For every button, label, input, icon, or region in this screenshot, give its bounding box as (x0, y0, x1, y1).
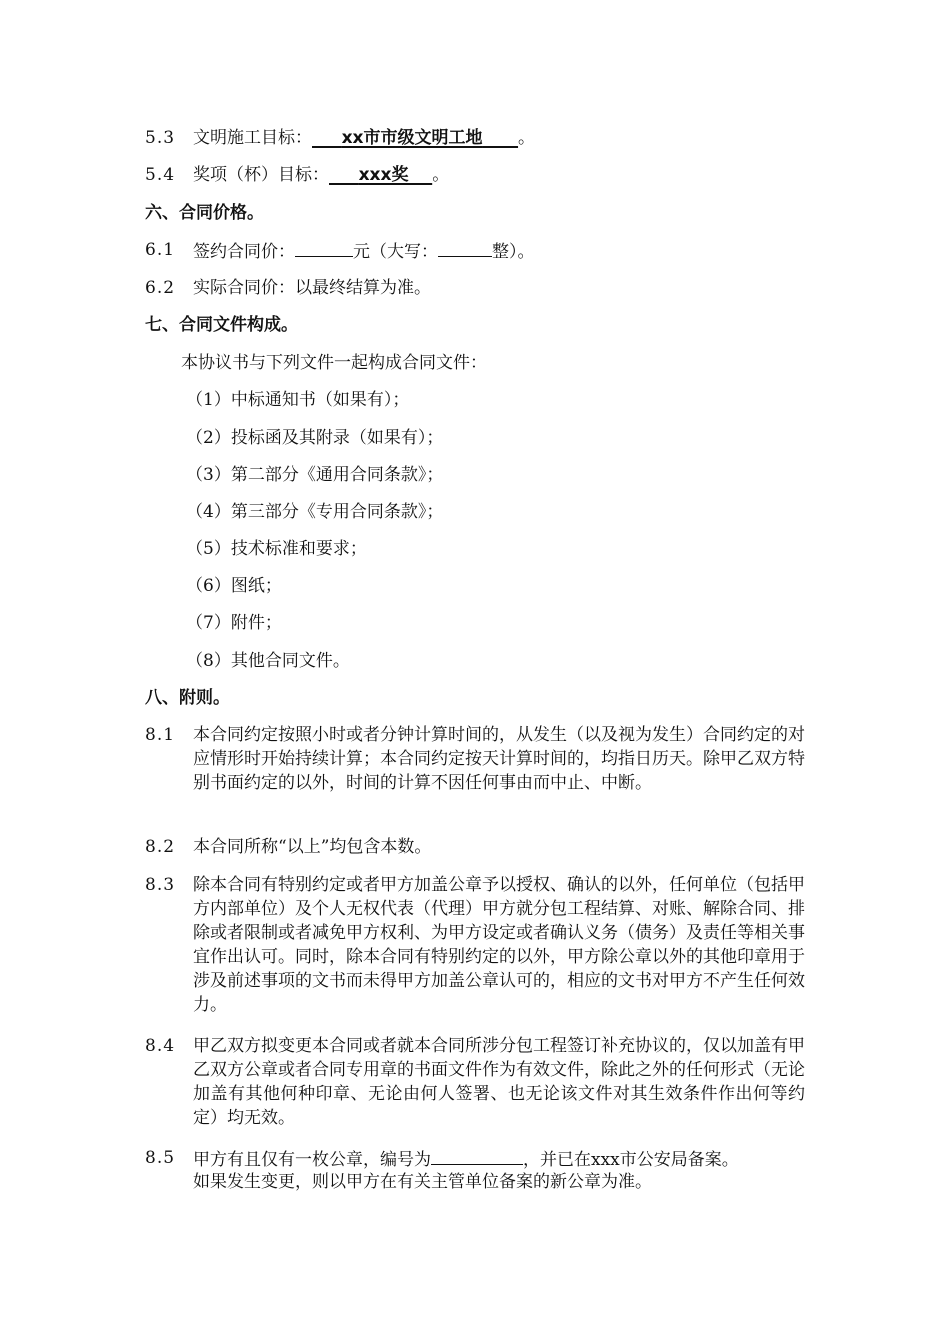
clause-label: 文明施工目标： (193, 128, 312, 148)
civilized-construction-goal: xx市市级文明工地 (341, 128, 483, 148)
list-item: （6）图纸； (186, 576, 282, 596)
clause-number: 5.3 (145, 128, 176, 148)
list-item: （3）第二部分《通用合同条款》； (186, 465, 444, 485)
clause-number: 6.2 (145, 278, 176, 298)
clause-8-5-line2: 如果发生变更，则以甲方在有关主管单位备案的新公章为准。 (193, 1172, 652, 1192)
clause-label: 奖项（杯）目标： (193, 165, 329, 185)
clause-8-1-text: 本合同约定按照小时或者分钟计算时间的，从发生（以及视为发生）合同约定的对应情形时开始持续计算；本合同约定按天计算时间的，均指日历天。除甲乙双方特别书面约定的以外，时间的计算不因任何事由而中止、中断。 (193, 725, 805, 793)
clause-number: 8.3 (145, 875, 176, 895)
list-item: （2）投标函及其附录（如果有）； (186, 428, 444, 448)
clause-label: 签约合同价： (193, 242, 295, 262)
clause-text: 甲方有且仅有一枚公章，编号为 (193, 1150, 431, 1170)
list-item: （8）其他合同文件。 (186, 651, 350, 671)
document-page: 5.3 文明施工目标： xx市市级文明工地 。 5.4 奖项（杯）目标： xxx奖 。 六、合同价格。 6.1 签约合同价： 元（大写： 整）。 6.2 实际合同价：以最终结算为准。 七、合同文件构成。 本协议书与下列文件一起构成合同文件： （1）中标通知书（如果有）； （2）投标函及其附录（如果有）； （3）第二部分《通用合同条款》； （4）第三部分《专用合同条款》； （5）技术标准和要求； （6）图纸； （7）附件； （8）其他合同文件。 八、附则。 8.1 本合同约定按照小时或者分钟计算时间的，从发生（以及视为发生）合同约定的对应情形时开始持续计算；本合同约定按天计算时间的，均指日历天。除甲乙双方特别书面约定的以外，时间的计算不因任何事由而中止、中断。 8.2 本合同所称“以上”均包含本数。 8.3 除本合同有特别约定或者甲方加盖公章予以授权、确认的以外，任何单位（包括甲方内部单位）及个人无权代表（代理）甲方就分包工程结算、对账、解除合同、排除或者限制或者减免甲方权利、为甲方设定或者确认义务（债务）及责任等相关事宜作出认可。同时，除本合同有特别约定的以外，甲方除公章以外的其他印章用于涉及前述事项的文书而未得甲方加盖公章认可的，相应的文书对甲方不产生任何效力。 8.4 甲乙双方拟变更本合同或者就本合同所涉分包工程签订补充协议的，仅以加盖有甲乙双方公章或者合同专用章的书面文件作为有效文件，除此之外的任何形式（无论加盖有其他何种印章、无论由何人签署、也无论该文件对其生效条件作出何等约定）均无效。 8.5 甲方有且仅有一枚公章，编号为 ，并已在xxx市公安局备案。 如果发生变更，则以甲方在有关主管单位备案的新公章为准。 (145, 128, 805, 1192)
contract-docs-intro: 本协议书与下列文件一起构成合同文件： (181, 353, 487, 373)
list-item: （1）中标通知书（如果有）； (186, 390, 410, 410)
clause-number: 8.2 (145, 837, 176, 857)
clause-number: 8.5 (145, 1148, 176, 1168)
award-goal: xxx奖 (358, 165, 409, 185)
clause-text: 本合同所称“以上”均包含本数。 (193, 837, 432, 857)
list-item: （5）技术标准和要求； (186, 539, 367, 559)
clause-number: 6.1 (145, 240, 176, 260)
clause-8-3-text: 除本合同有特别约定或者甲方加盖公章予以授权、确认的以外，任何单位（包括甲方内部单位）及个人无权代表（代理）甲方就分包工程结算、对账、解除合同、排除或者限制或者减免甲方权利、为甲方设定或者确认义务（债务）及责任等相关事宜作出认可。同时，除本合同有特别约定的以外，甲方除公章以外的其他印章用于涉及前述事项的文书而未得甲方加盖公章认可的，相应的文书对甲方不产生任何效力。 (193, 875, 805, 1015)
clause-number: 5.4 (145, 165, 176, 185)
contract-price-words-blank (438, 238, 492, 257)
section-heading-7: 七、合同文件构成。 (145, 315, 298, 335)
list-item: （4）第三部分《专用合同条款》； (186, 502, 444, 522)
seal-number-blank (431, 1146, 523, 1165)
contract-price-blank (295, 238, 353, 257)
clause-number: 8.1 (145, 725, 176, 745)
clause-text: 实际合同价：以最终结算为准。 (193, 278, 431, 298)
list-item: （7）附件； (186, 613, 282, 633)
clause-8-4-text: 甲乙双方拟变更本合同或者就本合同所涉分包工程签订补充协议的，仅以加盖有甲乙双方公章或者合同专用章的书面文件作为有效文件，除此之外的任何形式（无论加盖有其他何种印章、无论由何人签署、也无论该文件对其生效条件作出何等约定）均无效。 (193, 1036, 805, 1128)
section-heading-6: 六、合同价格。 (145, 203, 264, 223)
clause-number: 8.4 (145, 1036, 176, 1056)
section-heading-8: 八、附则。 (145, 688, 230, 708)
